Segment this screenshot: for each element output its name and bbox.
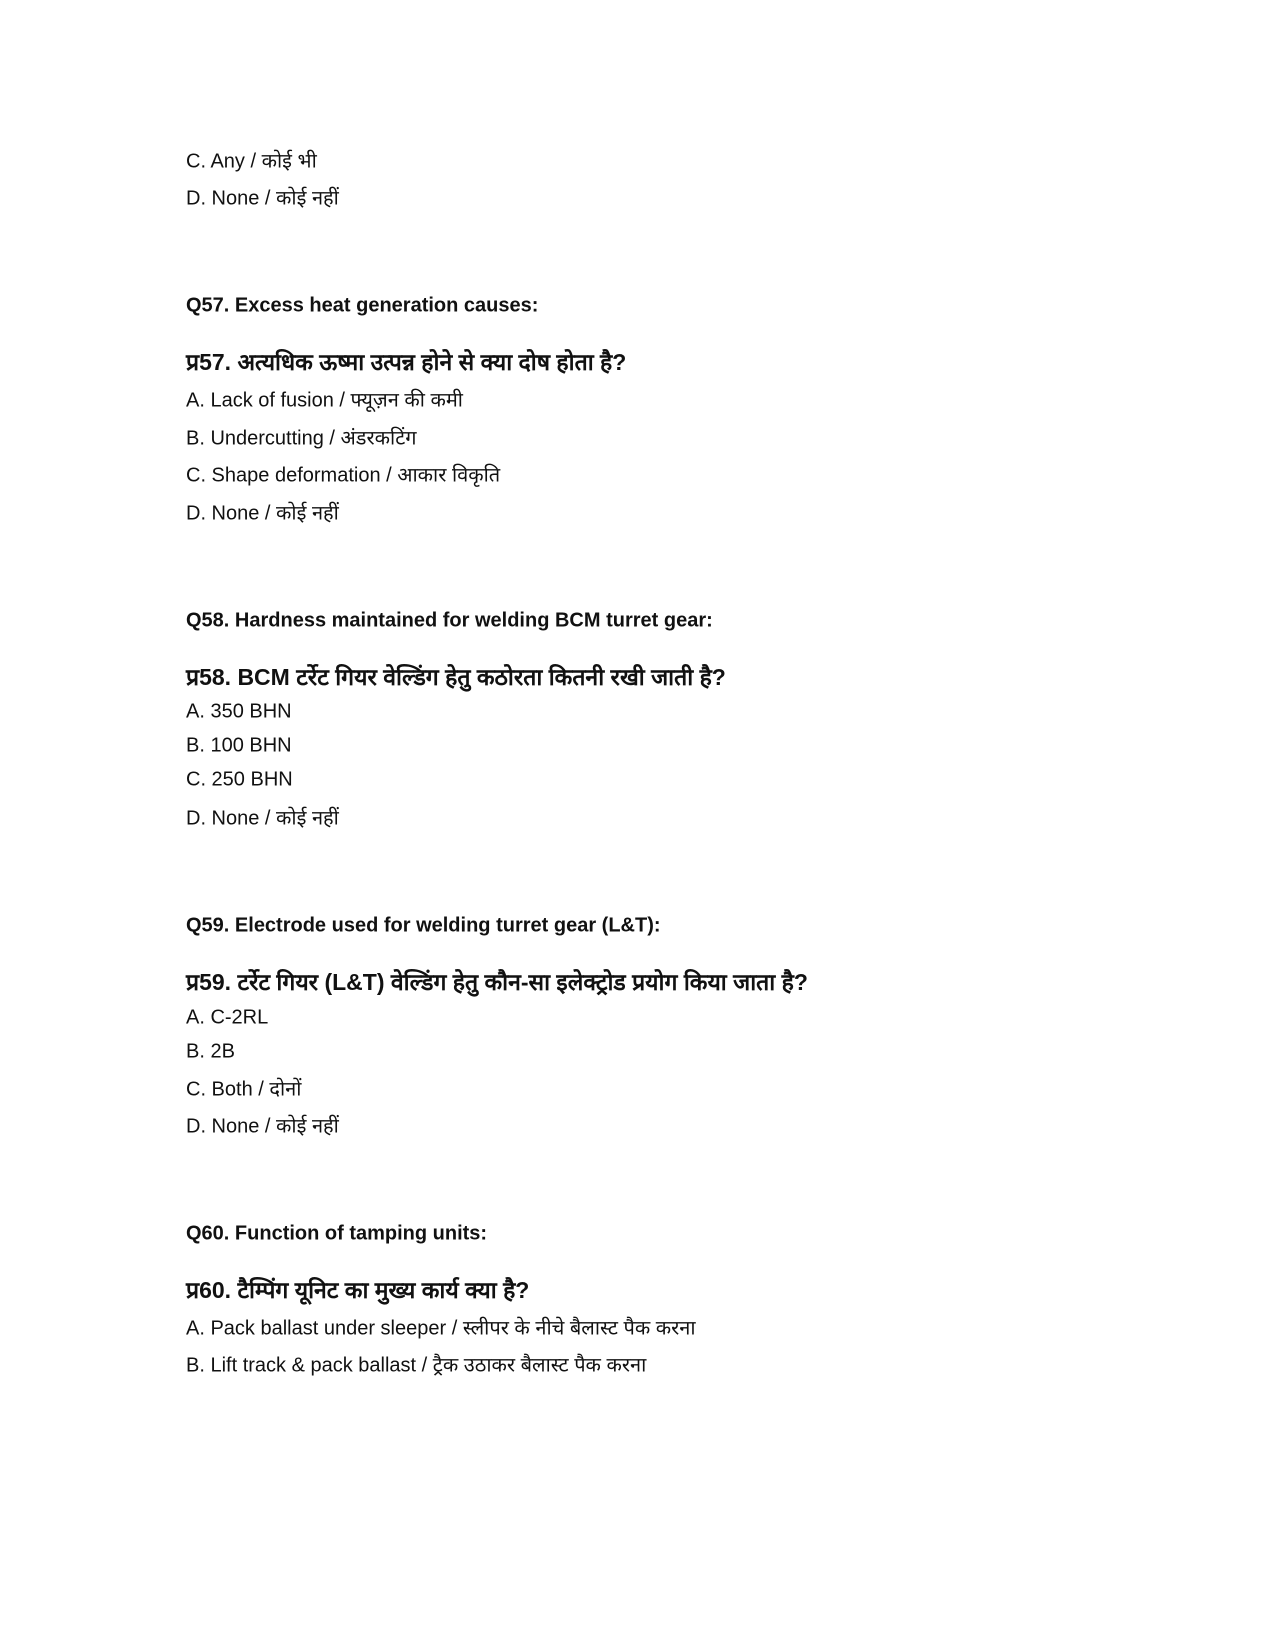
option-a: A. Pack ballast under sleeper / स्लीपर के नीचे बैलास्ट पैक करना [186, 1317, 696, 1340]
option-a: A. C-2RL [186, 1006, 269, 1029]
option-c: C. Both / दोनों [186, 1078, 302, 1101]
option-b: B. Lift track & pack ballast / ट्रैक उठाकर बैलास्ट पैक करना [186, 1354, 647, 1377]
option-c: C. Shape deformation / आकार विकृति [186, 464, 501, 487]
option-b: B. 2B [186, 1040, 235, 1063]
question-58-english: Q58. Hardness maintained for welding BCM turret gear: [186, 609, 713, 632]
question-60-hindi: प्र60. टैम्पिंग यूनिट का मुख्य कार्य क्या है? [186, 1277, 530, 1303]
option-a: A. Lack of fusion / फ्यूज़न की कमी [186, 389, 463, 412]
option-c: C. 250 BHN [186, 768, 293, 791]
question-59-english: Q59. Electrode used for welding turret gear (L&T): [186, 914, 661, 937]
option-d: D. None / कोई नहीं [186, 187, 339, 210]
question-58-hindi: प्र58. BCM टर्रेट गियर वेल्डिंग हेतु कठोरता कितनी रखी जाती है? [186, 664, 726, 690]
option-b: B. 100 BHN [186, 734, 292, 757]
question-60-english: Q60. Function of tamping units: [186, 1222, 488, 1245]
option-c: C. Any / कोई भी [186, 150, 317, 173]
option-a: A. 350 BHN [186, 700, 292, 723]
option-b: B. Undercutting / अंडरकटिंग [186, 427, 417, 450]
option-d: D. None / कोई नहीं [186, 807, 339, 830]
option-d: D. None / कोई नहीं [186, 502, 339, 525]
question-57-hindi: प्र57. अत्यधिक ऊष्मा उत्पन्न होने से क्या दोष होता है? [186, 349, 627, 375]
question-57-english: Q57. Excess heat generation causes: [186, 294, 539, 317]
option-d: D. None / कोई नहीं [186, 1115, 339, 1138]
question-59-hindi: प्र59. टर्रेट गियर (L&T) वेल्डिंग हेतु कौन-सा इलेक्ट्रोड प्रयोग किया जाता है? [186, 969, 808, 995]
